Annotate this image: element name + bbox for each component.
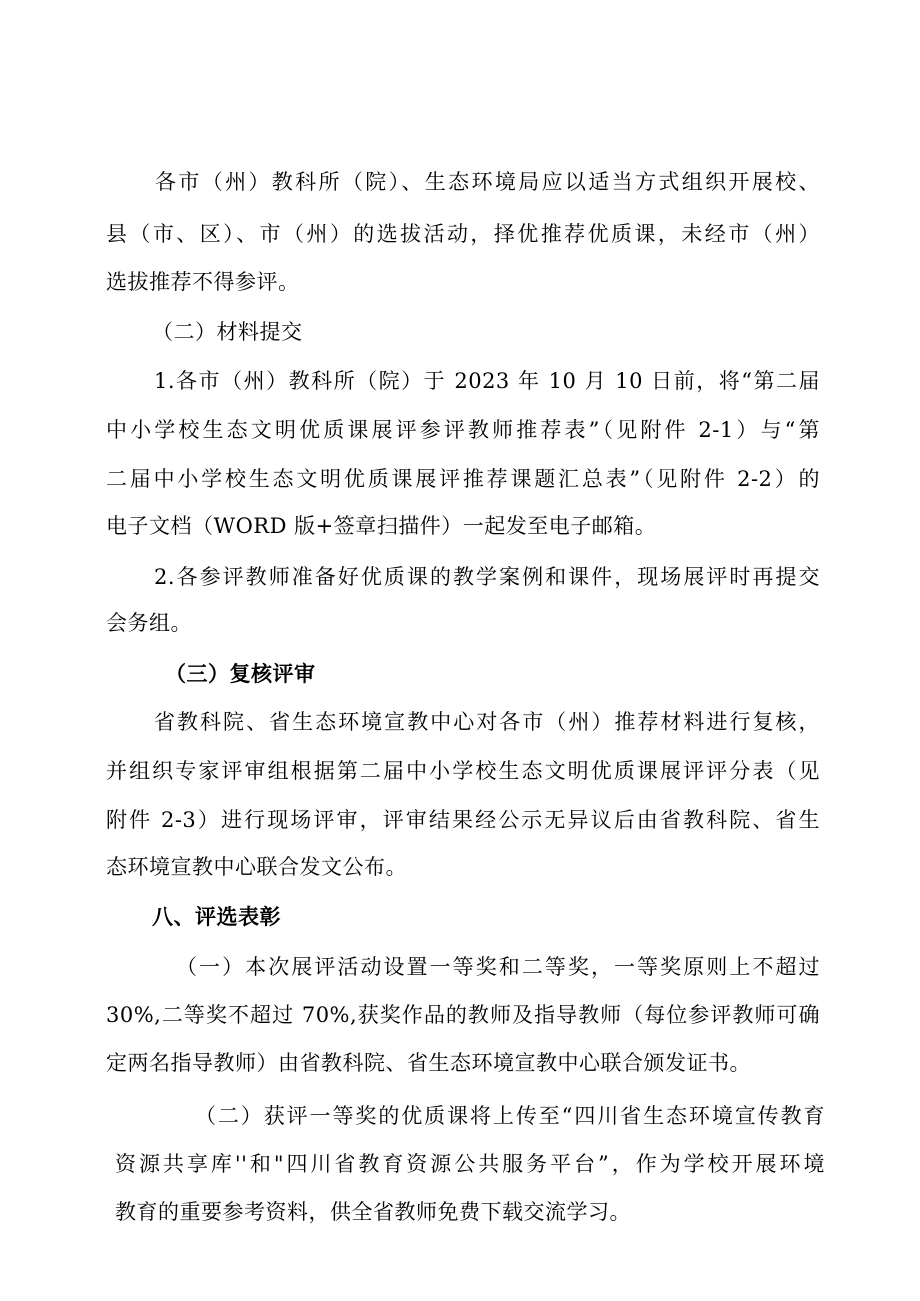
item1-line-1: 1.各市（州）教科所（院）于 2023 年 10 月 10 日前，将“第二届 xyxy=(154,369,820,393)
paragraph-award2-line-2: 资源共享库''和"四川省教育资源公共服务平台”，作为学校开展环境 xyxy=(115,1152,825,1176)
item1-line-4: 电子文档（WORD 版+签章扫描件）一起发至电子邮箱。 xyxy=(106,514,657,538)
paragraph-selection-line-3: 选拔推荐不得参评。 xyxy=(106,270,300,294)
paragraph-award1-line-2: 30%,二等奖不超过 70%,获奖作品的教师及指导教师（每位参评教师可确 xyxy=(106,1003,820,1027)
paragraph-review-line-3: 附件 2-3）进行现场评审，评审结果经公示无异议后由省教科院、省生 xyxy=(106,808,820,832)
heading-review: （三）复核评审 xyxy=(165,661,316,686)
paragraph-award2-line-1: （二）获评一等奖的优质课将上传至“四川省生态环境宣传教育 xyxy=(195,1104,825,1128)
paragraph-selection-line-1: 各市（州）教科所（院）、生态环境局应以适当方式组织开展校、 xyxy=(155,170,820,194)
item2-line-2: 会务组。 xyxy=(106,611,192,635)
paragraph-selection-line-2: 县（市、区）、市（州）的选拔活动，择优推荐优质课，未经市（州） xyxy=(106,222,820,246)
paragraph-review-line-1: 省教科院、省生态环境宣教中心对各市（州）推荐材料进行复核， xyxy=(154,710,820,734)
paragraph-award1-line-1: （一）本次展评活动设置一等奖和二等奖，一等奖原则上不超过 xyxy=(176,955,820,979)
heading-materials: （二）材料提交 xyxy=(152,320,303,344)
paragraph-review-line-4: 态环境宣教中心联合发文公布。 xyxy=(106,855,407,879)
item1-line-2: 中小学校生态文明优质课展评参评教师推荐表”（见附件 2-1）与“第 xyxy=(106,418,820,442)
paragraph-award1-line-3: 定两名指导教师）由省教科院、省生态环境宣教中心联合颁发证书。 xyxy=(106,1051,751,1075)
paragraph-award2-line-3: 教育的重要参考资料，供全省教师免费下载交流学习。 xyxy=(115,1200,631,1224)
item2-line-1: 2.各参评教师准备好优质课的教学案例和课件，现场展评时再提交 xyxy=(154,565,820,589)
heading-awards: 八、评选表彰 xyxy=(152,904,281,929)
item1-line-3: 二届中小学校生态文明优质课展评推荐课题汇总表”（见附件 2-2）的 xyxy=(106,467,820,491)
paragraph-review-line-2: 并组织专家评审组根据第二届中小学校生态文明优质课展评评分表（见 xyxy=(106,759,820,783)
